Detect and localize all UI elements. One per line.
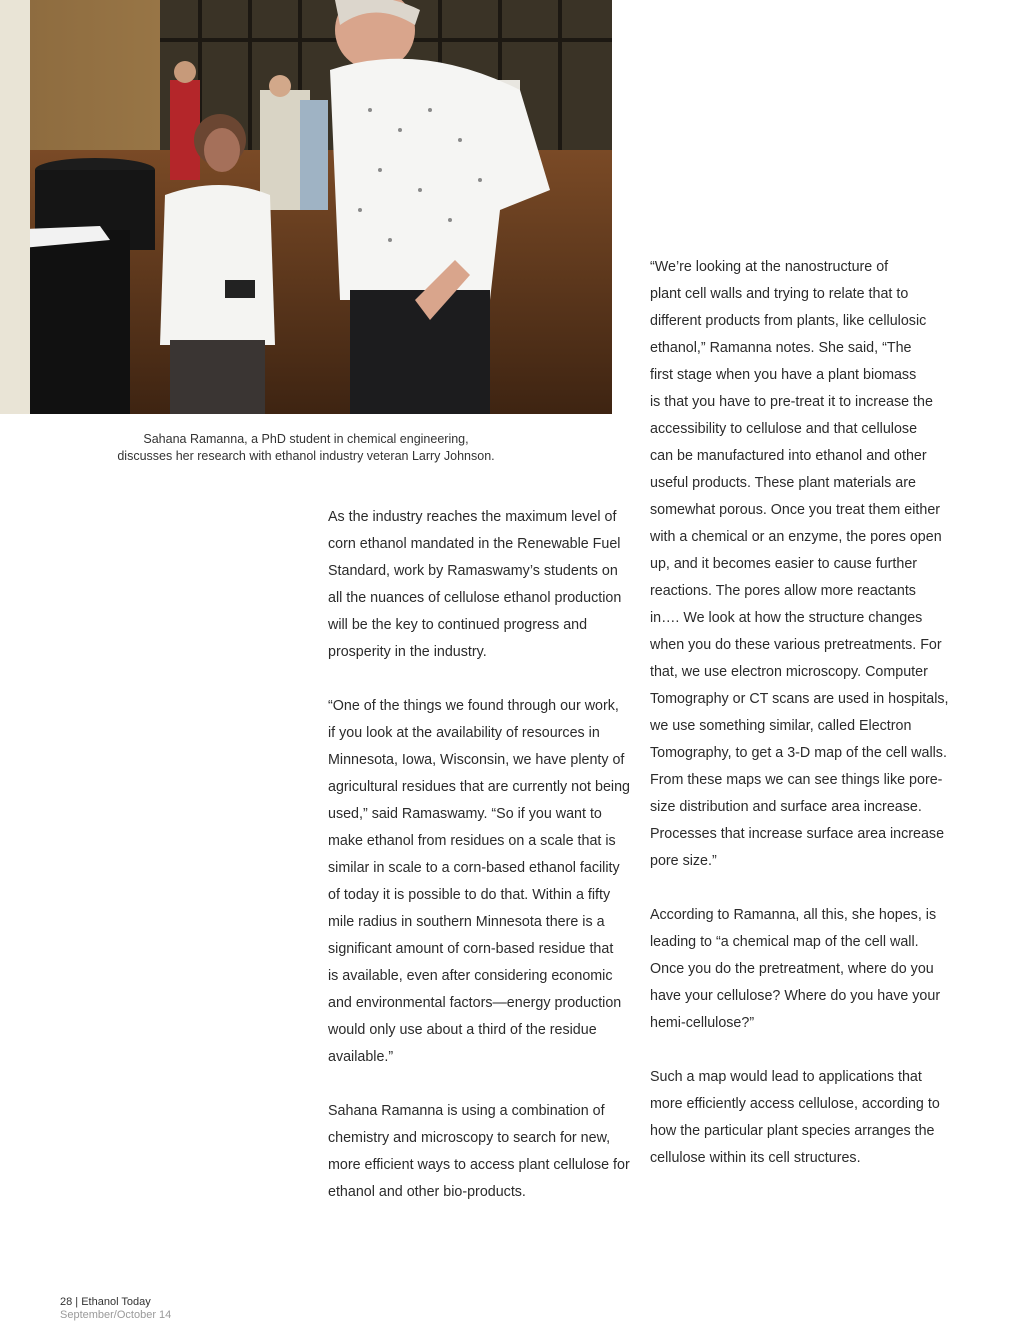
caption-line-2: discusses her research with ethanol industry veteran Larry Johnson.	[117, 449, 495, 463]
left-paragraph-3	[328, 1098, 630, 1206]
text-line: somewhat porous. Once you treat them either	[650, 502, 941, 518]
text-line: Tomography or CT scans are used in hospitals,	[650, 691, 949, 707]
text-line: Sahana Ramanna is using a combination of	[328, 1103, 605, 1119]
text-line: Processes that increase surface area increase	[650, 826, 945, 842]
text-line: available.”	[328, 1049, 394, 1065]
text-line: how the particular plant species arranges the	[650, 1123, 935, 1139]
text-line: chemistry and microscopy to search for new,	[328, 1130, 611, 1146]
text-line: ethanol,” Ramanna notes. She said, “The	[650, 340, 912, 356]
text-line: hemi-cellulose?”	[650, 1015, 755, 1031]
text-line: we use something similar, called Electron	[650, 718, 912, 734]
page-footer	[60, 1296, 171, 1322]
text-line: similar in scale to a corn-based ethanol facility	[328, 860, 620, 876]
text-line: used,” said Ramaswamy. “So if you want to	[328, 806, 602, 822]
text-line: more efficiently access cellulose, according to	[650, 1096, 940, 1112]
text-line: mile radius in southern Minnesota there is a	[328, 914, 605, 930]
text-line: reactions. The pores allow more reactants	[650, 583, 916, 599]
footer-issue-date: September/October 14	[60, 1309, 172, 1321]
text-line: first stage when you have a plant biomass	[650, 367, 917, 383]
right-paragraph-2	[650, 902, 940, 1037]
caption-line-1: Sahana Ramanna, a PhD student in chemical engineering,	[143, 432, 469, 446]
text-line: when you do these various pretreatments. For	[650, 637, 942, 653]
text-line: can be manufactured into ethanol and other	[650, 448, 927, 464]
text-line: Minnesota, Iowa, Wisconsin, we have plenty of	[328, 752, 625, 768]
right-paragraph-1	[650, 254, 949, 875]
left-paragraph-1	[328, 504, 622, 666]
text-line: is that you have to pre-treat it to increase the	[650, 394, 933, 410]
text-line: and environmental factors—energy production	[328, 995, 622, 1011]
text-line: agricultural residues that are currently not being	[328, 779, 630, 795]
text-line: As the industry reaches the maximum level of	[328, 509, 617, 525]
right-text-column	[650, 254, 949, 1199]
text-line: pore size.”	[650, 853, 717, 869]
text-line: cellulose within its cell structures.	[650, 1150, 861, 1166]
text-line: size distribution and surface area increase.	[650, 799, 922, 815]
text-line: in…. We look at how the structure changes	[650, 610, 923, 626]
text-line: Standard, work by Ramaswamy’s students on	[328, 563, 618, 579]
text-line: prosperity in the industry.	[328, 644, 487, 660]
left-paragraph-2	[328, 693, 630, 1071]
text-line: if you look at the availability of resources in	[328, 725, 600, 741]
text-line: From these maps we can see things like pore-	[650, 772, 943, 788]
text-line: Tomography, to get a 3-D map of the cell walls.	[650, 745, 947, 761]
text-line: leading to “a chemical map of the cell wall.	[650, 934, 919, 950]
text-line: different products from plants, like cellulosic	[650, 313, 927, 329]
text-line: will be the key to continued progress and	[328, 617, 588, 633]
photo-caption	[0, 431, 612, 465]
text-line: significant amount of corn-based residue that	[328, 941, 614, 957]
text-line: of today it is possible to do that. Within a fifty	[328, 887, 611, 903]
text-line: ethanol and other bio-products.	[328, 1184, 526, 1200]
text-line: “We’re looking at the nanostructure of	[650, 259, 889, 275]
text-line: all the nuances of cellulose ethanol production	[328, 590, 622, 606]
footer-page-title: 28 | Ethanol Today	[60, 1296, 151, 1308]
text-line: with a chemical or an enzyme, the pores open	[650, 529, 942, 545]
right-paragraph-3	[650, 1064, 940, 1172]
text-line: up, and it becomes easier to cause further	[650, 556, 918, 572]
text-line: make ethanol from residues on a scale that is	[328, 833, 616, 849]
text-line: “One of the things we found through our work,	[328, 698, 619, 714]
text-line: have your cellulose? Where do you have your	[650, 988, 941, 1004]
text-line: useful products. These plant materials are	[650, 475, 916, 491]
article-photo	[0, 0, 612, 414]
text-line: corn ethanol mandated in the Renewable Fuel	[328, 536, 621, 552]
photo-illustration	[0, 0, 612, 414]
text-line: would only use about a third of the residue	[328, 1022, 597, 1038]
left-text-column	[328, 504, 630, 1233]
text-line: accessibility to cellulose and that cellulose	[650, 421, 918, 437]
text-line: Such a map would lead to applications that	[650, 1069, 922, 1085]
text-line: is available, even after considering economic	[328, 968, 613, 984]
text-line: that, we use electron microscopy. Computer	[650, 664, 928, 680]
text-line: According to Ramanna, all this, she hopes, is	[650, 907, 937, 923]
text-line: Once you do the pretreatment, where do you	[650, 961, 934, 977]
text-line: plant cell walls and trying to relate that to	[650, 286, 909, 302]
text-line: more efficient ways to access plant cellulose for	[328, 1157, 630, 1173]
